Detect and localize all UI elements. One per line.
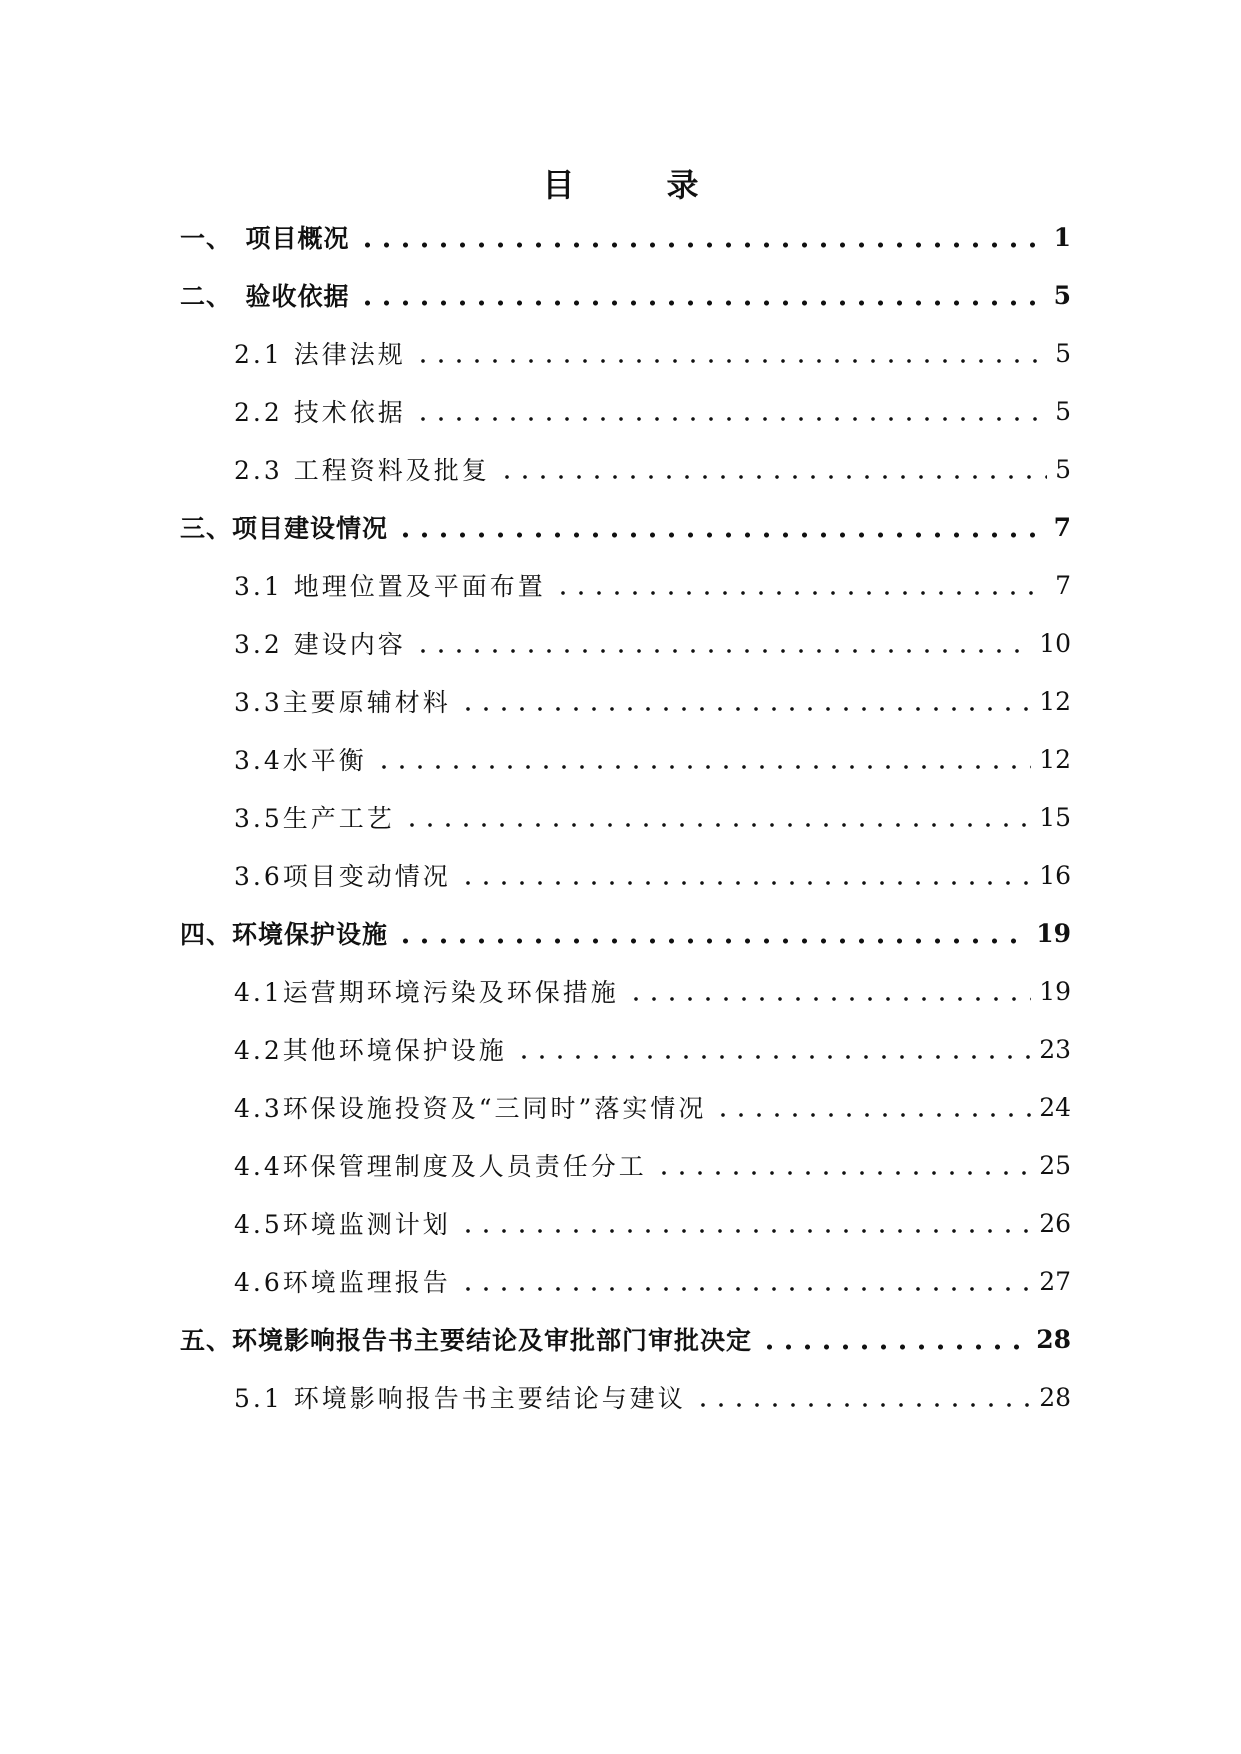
toc-entry-2-2[interactable] xyxy=(234,392,1071,430)
toc-entry-label: 3.2 建设内容 xyxy=(234,630,406,659)
toc-entry-label: 4.3环保设施投资及“三同时”落实情况 xyxy=(234,1094,707,1123)
toc-entry-label: 3.5生产工艺 xyxy=(234,804,395,833)
toc-entry-label: 4.5环境监测计划 xyxy=(234,1210,451,1239)
toc-entry-3-5[interactable] xyxy=(234,798,1071,836)
toc-entry-label: 3.6项目变动情况 xyxy=(234,862,451,891)
toc-dot-leader xyxy=(694,1402,1031,1408)
toc-page-number: 1 xyxy=(1053,222,1071,252)
toc-dot-leader xyxy=(459,1228,1031,1234)
toc-dot-leader xyxy=(396,532,1046,538)
toc-dot-leader xyxy=(459,880,1031,886)
toc-entry-label: 3.4水平衡 xyxy=(234,746,367,775)
toc-entry-label: 2.2 技术依据 xyxy=(234,398,406,427)
toc-dot-leader xyxy=(396,938,1028,944)
toc-entry-label: 4.1运营期环境污染及环保措施 xyxy=(234,978,619,1007)
toc-dot-leader xyxy=(498,474,1047,480)
toc-page-number: 27 xyxy=(1039,1266,1071,1296)
toc-entry-label: 4.6环境监理报告 xyxy=(234,1268,451,1297)
toc-page-number: 12 xyxy=(1039,744,1071,774)
toc-page-number: 7 xyxy=(1053,512,1071,542)
toc-dot-leader xyxy=(358,300,1046,306)
toc-entry-3-6[interactable] xyxy=(234,856,1071,894)
toc-page-number: 19 xyxy=(1039,976,1071,1006)
toc-entry-section-4[interactable] xyxy=(180,914,1071,952)
toc-entry-label: 四、环境保护设施 xyxy=(180,920,389,949)
toc-page-number: 28 xyxy=(1036,1324,1071,1354)
toc-entry-4-4[interactable] xyxy=(234,1146,1071,1184)
toc-entry-3-2[interactable] xyxy=(234,624,1071,662)
toc-page-number: 5 xyxy=(1053,280,1071,310)
toc-dot-leader xyxy=(714,1112,1031,1118)
toc-entry-label: 2.3 工程资料及批复 xyxy=(234,456,490,485)
toc-page-number: 5 xyxy=(1055,454,1071,484)
toc-dot-leader xyxy=(554,590,1047,596)
toc-entry-4-1[interactable] xyxy=(234,972,1071,1010)
toc-dot-leader xyxy=(403,822,1031,828)
toc-entry-label: 2.1 法律法规 xyxy=(234,340,406,369)
toc-dot-leader xyxy=(459,706,1031,712)
toc-entry-section-2[interactable] xyxy=(180,276,1071,314)
toc-page-number: 24 xyxy=(1039,1092,1071,1122)
toc-dot-leader xyxy=(760,1344,1028,1350)
toc-page-number: 23 xyxy=(1039,1034,1071,1064)
toc-entry-label: 三、项目建设情况 xyxy=(180,514,389,543)
toc-entry-4-2[interactable] xyxy=(234,1030,1071,1068)
toc-dot-leader xyxy=(627,996,1031,1002)
toc-entry-3-4[interactable] xyxy=(234,740,1071,778)
page-title: 目 录 xyxy=(542,166,729,204)
toc-page-number: 15 xyxy=(1039,802,1071,832)
toc-dot-leader xyxy=(358,242,1046,248)
toc-entry-label: 3.1 地理位置及平面布置 xyxy=(234,572,546,601)
toc-entry-2-1[interactable] xyxy=(234,334,1071,372)
toc-entry-3-1[interactable] xyxy=(234,566,1071,604)
toc-entry-label: 一、 项目概况 xyxy=(180,224,350,253)
toc-entry-label: 五、环境影响报告书主要结论及审批部门审批决定 xyxy=(180,1326,753,1355)
toc-entry-label: 4.4环保管理制度及人员责任分工 xyxy=(234,1152,647,1181)
toc-entry-label: 4.2其他环境保护设施 xyxy=(234,1036,507,1065)
toc-entry-5-1[interactable] xyxy=(234,1378,1071,1416)
toc-entry-label: 二、 验收依据 xyxy=(180,282,350,311)
toc-page-number: 5 xyxy=(1055,396,1071,426)
toc-dot-leader xyxy=(375,764,1031,770)
toc-dot-leader xyxy=(414,648,1031,654)
toc-dot-leader xyxy=(515,1054,1031,1060)
toc-dot-leader xyxy=(414,416,1047,422)
toc-dot-leader xyxy=(655,1170,1031,1176)
toc-entry-3-3[interactable] xyxy=(234,682,1071,720)
toc-page-number: 28 xyxy=(1039,1382,1071,1412)
toc-page-number: 10 xyxy=(1039,628,1071,658)
toc-entry-4-5[interactable] xyxy=(234,1204,1071,1242)
toc-entry-4-6[interactable] xyxy=(234,1262,1071,1300)
toc-entry-label: 5.1 环境影响报告书主要结论与建议 xyxy=(234,1384,686,1413)
toc-entry-label: 3.3主要原辅材料 xyxy=(234,688,451,717)
toc-page-number: 12 xyxy=(1039,686,1071,716)
toc-dot-leader xyxy=(459,1286,1031,1292)
toc-entry-section-1[interactable] xyxy=(180,218,1071,256)
toc-page-number: 19 xyxy=(1036,918,1071,948)
toc-dot-leader xyxy=(414,358,1047,364)
toc-page-number: 16 xyxy=(1039,860,1071,890)
toc-entry-section-5[interactable] xyxy=(180,1320,1071,1358)
toc-entry-4-3[interactable] xyxy=(234,1088,1071,1126)
toc-page-number: 5 xyxy=(1055,338,1071,368)
toc-entry-section-3[interactable] xyxy=(180,508,1071,546)
toc-page-number: 25 xyxy=(1039,1150,1071,1180)
toc-entry-2-3[interactable] xyxy=(234,450,1071,488)
toc-page-number: 26 xyxy=(1039,1208,1071,1238)
toc-page-number: 7 xyxy=(1055,570,1071,600)
